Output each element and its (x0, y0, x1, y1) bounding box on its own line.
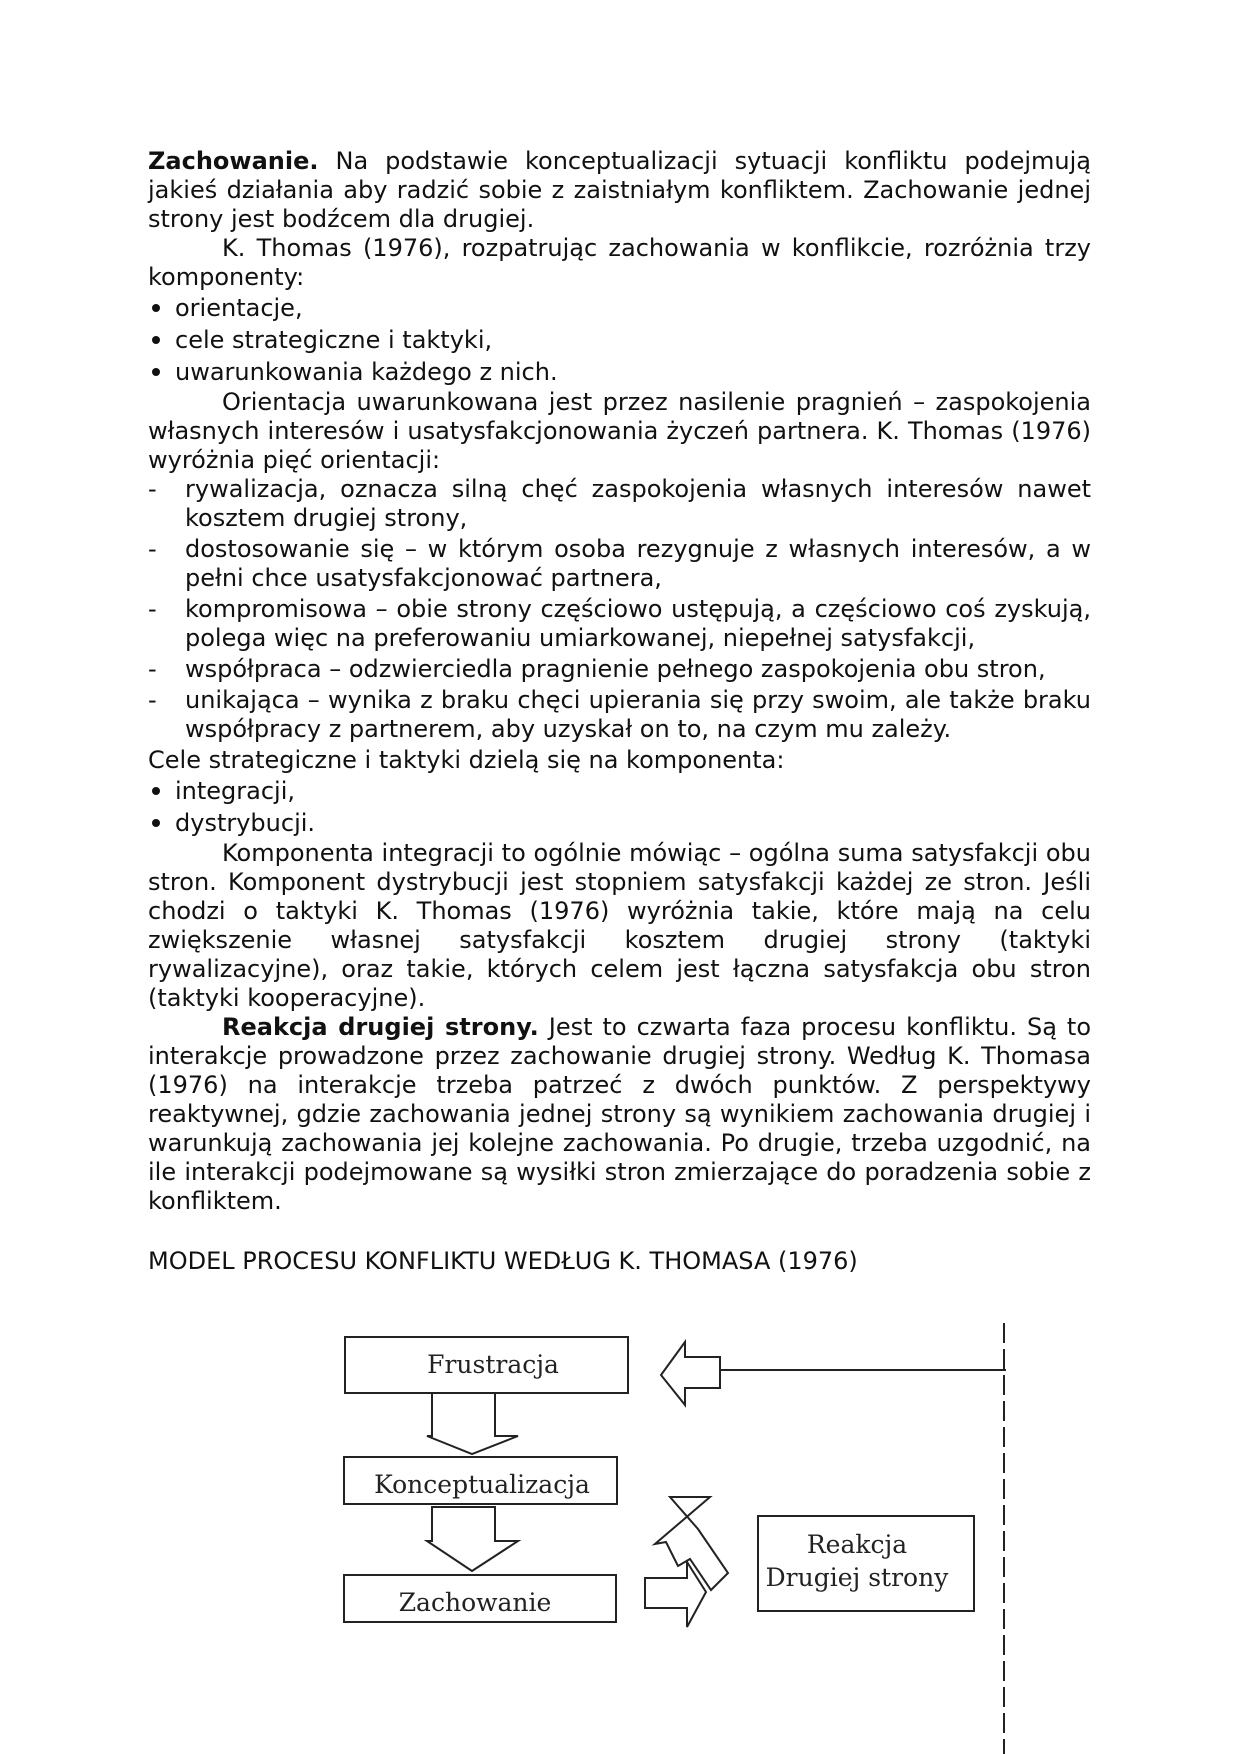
list-item-text: dostosowanie się – w którym osoba rezygnuje z własnych interesów, a w pełni chce usatysfakcjonować partnera, (185, 535, 1091, 592)
dash-marker-icon: - (148, 655, 157, 683)
arrow-down-frustration (427, 1393, 518, 1454)
dash-marker-icon: - (148, 686, 157, 714)
paragraph-reaction-text: Jest to czwarta faza procesu konfliktu. Są to interakcje prowadzone przez zachowanie drugiej strony. Według K. Thomasa (1976) na interakcje trzeba patrzeć z dwóch punktów. Z perspektywy reaktywnej, gdzie zachowania jednej strony są wynikiem zachowania drugiej i warunkują zachowania jej kolejne zachowania. Po drugie, trzeba uzgodnić, na ile interakcji podejmowane są wysiłki stron zmierzające do poradzenia sobie z konfliktem. (148, 1013, 1091, 1215)
list-item-text: orientacje, (175, 294, 303, 322)
arrow-down-conceptualization (427, 1507, 518, 1571)
paragraph-goals-intro: Cele strategiczne i taktyki dzielą się na komponenta: (148, 746, 785, 774)
list-item-text: integracji, (175, 777, 296, 805)
dash-marker-icon: - (148, 475, 157, 503)
list-item-text: cele strategiczne i taktyki, (175, 326, 493, 354)
list-item-text: dystrybucji. (175, 809, 316, 837)
box-behavior-label: Zachowanie (398, 1588, 552, 1617)
list-item-text: unikająca – wynika z braku chęci upierania się przy swoim, ale także braku współpracy z partnerem, aby uzyskał on to, na czym mu zależy. (185, 686, 1091, 743)
paragraph-components-intro: K. Thomas (1976), rozpatrując zachowania w konflikcie, rozróżnia trzy komponenty: (148, 234, 1091, 291)
dash-marker-icon: - (148, 535, 157, 563)
paragraph-integration: Komponenta integracji to ogólnie mówiąc – ogólna suma satysfakcji obu stron. Komponent dystrybucji jest stopniem satysfakcji każdej ze stron. Jeśli chodzi o taktyki K. Thomas (1976) wyróżnia takie, które mają na celu zwiększenie własnej satysfakcji kosztem drugiej strony (taktyki rywalizacyjne), oraz takie, których celem jest łączna satysfakcja obu stron (taktyki kooperacyjne). (148, 839, 1091, 1012)
box-reaction-label-1: Reakcja (806, 1530, 908, 1559)
list-item-text: uwarunkowania każdego z nich. (175, 358, 558, 386)
dash-marker-icon: - (148, 595, 157, 623)
model-title: MODEL PROCESU KONFLIKTU WEDŁUG K. THOMASA (1976) (148, 1247, 858, 1275)
heading-behavior: Zachowanie. (148, 147, 319, 175)
arrow-right-behavior (645, 1562, 706, 1627)
list-item-text: współpraca – odzwierciedla pragnienie pełnego zaspokojenia obu stron, (185, 655, 1046, 683)
paragraph-behavior-text: Na podstawie konceptualizacji sytuacji konfliktu podejmują jakieś działania aby radzić sobie z zaistniałym konfliktem. Zachowanie jednej strony jest bodźcem dla drugiej. (148, 147, 1091, 233)
heading-reaction: Reakcja drugiej strony. (222, 1013, 539, 1041)
paragraph-orientation: Orientacja uwarunkowana jest przez nasilenie pragnień – zaspokojenia własnych interesów i usatysfakcjonowania życzeń partnera. K. Thomas (1976) wyróżnia pięć orientacji: (148, 388, 1091, 474)
list-item-text: kompromisowa – obie strony częściowo ustępują, a częściowo coś zyskują, polega więc na preferowaniu umiarkowanej, niepełnej satysfakcji, (185, 595, 1091, 652)
arrow-left-frustration (661, 1342, 720, 1405)
list-item-text: rywalizacja, oznacza silną chęć zaspokojenia własnych interesów nawet kosztem drugiej strony, (185, 475, 1091, 532)
box-reaction-label-2: Drugiej strony (765, 1563, 949, 1592)
box-conceptualization-label: Konceptualizacja (374, 1470, 590, 1499)
box-frustration-label: Frustracja (427, 1350, 559, 1379)
